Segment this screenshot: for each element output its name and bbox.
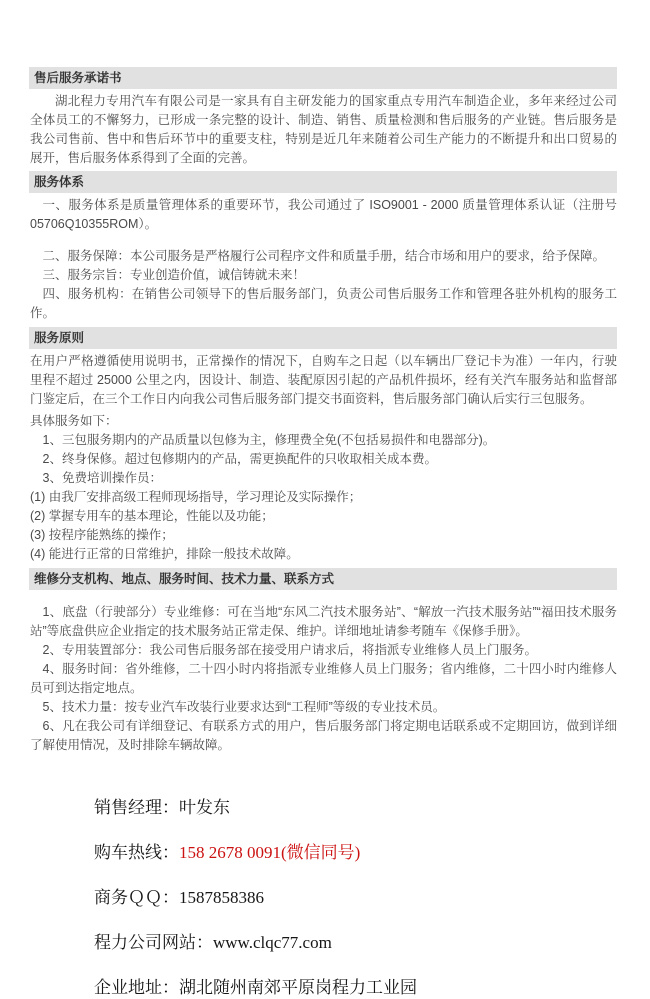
- list-item: 1、底盘（行驶部分）专业维修：可在当地“东风二汽技术服务站”、“解放一汽技术服务站”“福田技术服务站”等底盘供应企业指定的技术服务站正常走保、维护。详细地址请参考随车《保修手册》。: [30, 605, 617, 638]
- section-heading-service-system: 服务体系: [29, 171, 617, 193]
- contact-address: 企业地址：湖北随州南郊平原岗程力工业园: [94, 978, 417, 997]
- principles-paragraph: 在用户严格遵循使用说明书，正常操作的情况下，自购车之日起（以车辆出厂登记卡为准）一年内，行驶里程不超过 25000 公里之内，因设计、制造、装配原因引起的产品机件损坏，经有关汽车服务站和监督部门鉴定后，在三个工作日内向我公司售后服务部门提交书面资料，售后服务部门确认后实行三包服务。: [30, 354, 617, 406]
- list-item: 6、凡在我公司有详细登记、有联系方式的用户，售后服务部门将定期电话联系或不定期回访，做到详细了解使用情况，及时排除车辆故障。: [30, 719, 617, 752]
- subheading: 具体服务如下：: [30, 414, 118, 428]
- intro-paragraph: 湖北程力专用汽车有限公司是一家具有自主研发能力的国家重点专用汽车制造企业，多年来经过公司全体员工的不懈努力，已形成一条完整的设计、制造、销售、质量检测和售后服务的产业链。售后服务是我公司售前、售中和售后环节中的重要支柱，特别是近几年来随着公司生产能力的不断提升和出口贸易的展开，售后服务体系得到了全面的完善。: [30, 94, 617, 165]
- list-item: (1) 由我厂安排高级工程师现场指导，学习理论及实际操作；: [30, 490, 362, 504]
- list-item: 1、三包服务期内的产品质量以包修为主，修理费全免(不包括易损件和电器部分)。: [42, 433, 496, 447]
- list-item: (2) 掌握专用车的基本理论，性能以及功能；: [30, 509, 274, 523]
- section-heading-service-network: 维修分支机构、地点、服务时间、技术力量、联系方式: [29, 568, 617, 590]
- list-item: 3、免费培训操作员：: [42, 471, 162, 485]
- list-item: 2、专用装置部分：我公司售后服务部在接受用户请求后，将指派专业维修人员上门服务。: [42, 643, 537, 657]
- contact-website-url: www.clqc77.com: [213, 933, 332, 952]
- list-item: (3) 按程序能熟练的操作；: [30, 528, 174, 542]
- contact-website: [94, 932, 617, 954]
- list-item: 2、终身保修。超过包修期内的产品，需更换配件的只收取相关成本费。: [42, 452, 437, 466]
- contact-hotline: [94, 842, 617, 864]
- contact-sales-manager: 销售经理：叶发东: [94, 798, 230, 817]
- contact-hotline-label: 购车热线：: [94, 843, 179, 862]
- list-item: (4) 能进行正常的日常维护，排除一般技术故障。: [30, 547, 299, 561]
- list-item: 四、服务机构：在销售公司领导下的售后服务部门，负责公司售后服务工作和管理各驻外机构的服务工作。: [30, 287, 617, 320]
- section-heading-commitment: 售后服务承诺书: [29, 67, 617, 89]
- list-item: 一、服务体系是质量管理体系的重要环节，我公司通过了 ISO9001 - 2000 质量管理体系认证（注册号 05706Q10355ROM）。: [30, 198, 617, 231]
- section-heading-service-principles: 服务原则: [29, 327, 617, 349]
- contact-hotline-number: 158 2678 0091(微信同号): [179, 843, 361, 862]
- list-item: 三、服务宗旨：专业创造价值，诚信铸就未来！: [42, 268, 306, 282]
- list-item: 4、服务时间：省外维修，二十四小时内将指派专业维修人员上门服务；省内维修，二十四小时内维修人员可到达指定地点。: [30, 662, 617, 695]
- list-item: 5、技术力量：按专业汽车改装行业要求达到“工程师”等级的专业技术员。: [42, 700, 446, 714]
- contact-block: [94, 797, 617, 999]
- contact-qq: 商务ＱＱ：1587858386: [94, 888, 264, 907]
- list-item: 二、服务保障：本公司服务是严格履行公司程序文件和质量手册，结合市场和用户的要求，给予保障。: [42, 249, 606, 263]
- contact-website-label: 程力公司网站：: [94, 933, 213, 952]
